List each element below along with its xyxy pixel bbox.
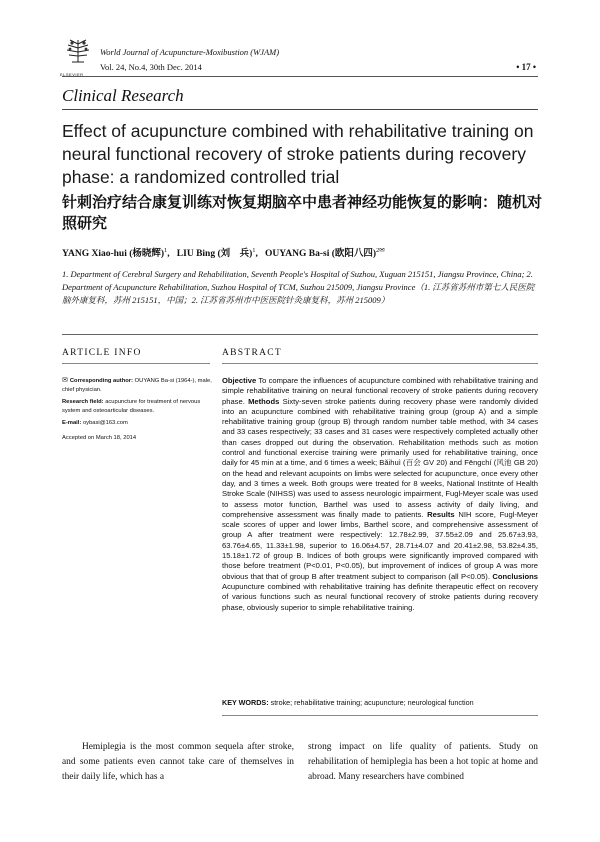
article-info xyxy=(62,376,212,446)
publisher-logo xyxy=(62,36,94,72)
section-label: Clinical Research xyxy=(62,86,184,105)
methods-label: Methods xyxy=(248,396,280,406)
keywords-text: stroke; rehabilitative training; acupuncture; neurological function xyxy=(270,698,474,707)
article-info-divider xyxy=(62,363,210,364)
header-divider xyxy=(62,76,538,77)
corresponding-value: OUYANG Ba-si (1964-), male, chief physician. xyxy=(62,378,212,393)
article-info-heading: ARTICLE INFO xyxy=(62,348,142,358)
objective-text: To compare the influences of acupuncture combined with rehabilitative training and simple rehabilitative training on neural functional recovery of stroke patients during recovery phase. xyxy=(222,376,538,406)
section-divider xyxy=(62,109,538,110)
article-title-english: Effect of acupuncture combined with rehabilitative training on neural functional recovery of stroke patients during recovery phase: a randomized controlled trial xyxy=(62,121,534,187)
email xyxy=(62,419,212,428)
envelope-icon: ✉ xyxy=(62,377,68,384)
abstract-text xyxy=(222,376,538,613)
author-name: OUYANG Ba-si (欧阳八四) xyxy=(265,249,377,259)
email-value[interactable]: oybasi@163.com xyxy=(82,420,128,426)
keywords-divider xyxy=(222,715,538,716)
corresponding-label: Corresponding author: xyxy=(69,378,133,384)
conclusions-label: Conclusions xyxy=(492,571,538,581)
author-list: YANG Xiao-hui (杨晓辉)$^1$, LIU Bing (刘 兵)$^1$, OUYANG Ba-si (欧阳八四)$^{2✉}$ xyxy=(62,246,385,259)
logo-text: ELSEVIER xyxy=(60,72,84,77)
affiliations: 1. Department of Cerebral Surgery and Rehabilitation, Seventh People's Hospital of Suzhou, Xuguan 215151, Jiangsu Province, China; 2. Department of Acupuncture Rehabilitation, Suzhou Hospital of TCM, Suzhou 215009, Jiangsu Province（1. 江苏省苏州市第七人民医院脑外康复科，苏州 215151，中国；2. 江苏省苏州市中医医院针灸康复科，苏州 215009） xyxy=(62,269,535,305)
journal-name: World Journal of Acupuncture-Moxibustion (WJAM) xyxy=(100,47,280,57)
corresponding-author xyxy=(62,376,212,395)
affiliation-divider xyxy=(62,334,538,335)
article-title-chinese: 针刺治疗结合康复训练对恢复期脑卒中患者神经功能恢复的影响：随机对照研究 xyxy=(62,194,543,232)
journal-volume: Vol. 24, No.4, 30th Dec. 2014 xyxy=(100,62,202,72)
author-affiliation-mark: 2✉ xyxy=(376,246,385,254)
research-label: Research field: xyxy=(62,399,104,405)
conclusions-text: Acupuncture combined with rehabilitative training has definite therapeutic effect on recovery of various functions such as neural functional recovery of stroke patients during recovery phase, obviously superior to simple rehabilitative training. xyxy=(222,581,538,612)
body-text-left: Hemiplegia is the most common sequela after stroke, and some patients even cannot take care of themselves in their daily life, which has a xyxy=(62,742,294,782)
author-affiliation-mark: 1 xyxy=(252,246,256,254)
abstract-divider xyxy=(222,363,538,364)
research-field xyxy=(62,398,212,416)
methods-text: Sixty-seven stroke patients during recovery phase were randomly divided into an acupuncture combined with rehabilitative training group (group A) and a simple rehabilitative training group (group B) through random number table method, with 34 cases and 33 cases respectively; 33 cases and 31 cases were respectively completed actually other than cases dropped out during the observation. Rehabilitation methods such as motion control and functional exercise training were primarily used for rehabilitative training, once daily for 45 min at a time, and 6 times a week; Bǎihuì (百会 GV 20) and Fēngchí (风池 GB 20) on the head and relevant acupoints on limbs were selected for acupuncture, once every other day, and 3 times a week. Both groups were treated for 8 weeks, National Institnte of Health Stroke Scale (NIHSS) was used to assess neurologic impairment, Fugl-Meyer scale was used to assess motor function, Barthel was used to assess activity of daily living, and comprehensive assessment was finally made to patients. xyxy=(222,396,538,519)
page-number: • 17 • xyxy=(516,62,536,72)
author-name: LIU Bing (刘 兵) xyxy=(176,249,253,259)
abstract-heading: ABSTRACT xyxy=(222,348,283,358)
body-text-right: strong impact on life quality of patients. Study on rehabilitation of hemiplegia has been a hot topic at home and abroad. Many researchers have combined xyxy=(308,742,538,782)
results-label: Results xyxy=(427,509,455,519)
objective-label: Objective xyxy=(222,376,257,385)
research-value: acupuncture for treatment of nervous system and osteoarticular diseases. xyxy=(62,399,201,414)
accepted-date: Accepted on March 18, 2014 xyxy=(62,435,137,441)
author-name: YANG Xiao-hui (杨晓辉) xyxy=(62,249,165,259)
keywords xyxy=(222,698,538,707)
author-affiliation-mark: 1 xyxy=(164,246,168,254)
email-label: E-mail: xyxy=(62,420,82,426)
keywords-label: KEY WORDS: xyxy=(222,698,269,707)
results-text: NIH score, Fugl-Meyer scale scores of upper and lower limbs, Barthel score, and comprehensive assessment of group A after treatment were respectively: 12.78±2.99, 37.55±2.09 and 25.67±3.93, 63.76±4.65, 11.33±1.98, superior to 16.06±4.57, 28.71±4.07 and 20.41±2.98, 53.82±4.35, 15.18±1.72 of group B. Indices of both groups were significantly improved compared with those before treatment (P<0.01, P<0.05), but improvement of indices of group A was more obvious that that of group B after treatment subject to comparison (all P<0.05). xyxy=(222,509,538,581)
